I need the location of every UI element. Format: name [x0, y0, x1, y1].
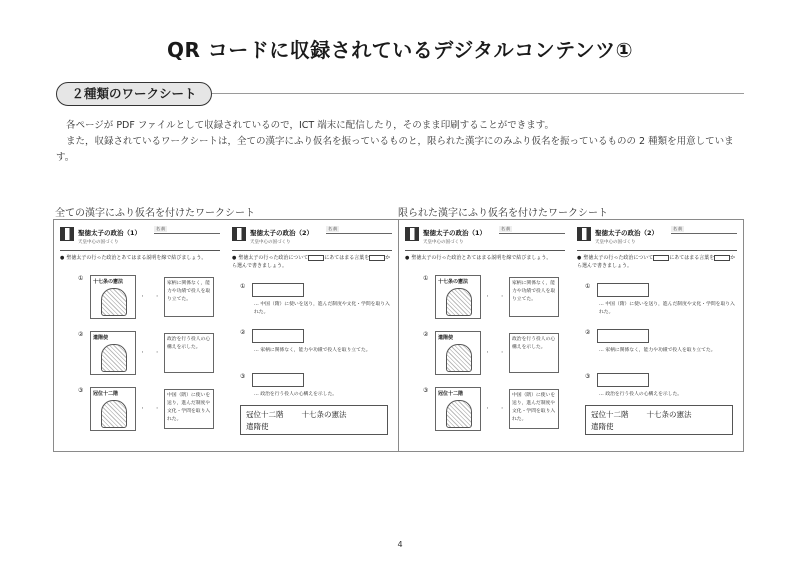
figure-drawing [101, 400, 127, 428]
figure-drawing [101, 288, 127, 316]
qr-code-icon [232, 227, 246, 241]
name-field [671, 226, 737, 234]
match-item [405, 275, 565, 327]
bullet-icon: ● [60, 255, 65, 261]
worksheet-title: 聖徳太子の政治（1） [78, 229, 142, 237]
description-box: 中国（隋）に使いを送り，進んだ制度や文化・学問を取り入れた。 [509, 389, 559, 429]
illustration [90, 331, 136, 375]
match-item [405, 387, 565, 439]
item-number: ② [240, 329, 246, 336]
word-bank [240, 405, 388, 435]
qr-code-icon [405, 227, 419, 241]
worksheet-page-2 [232, 225, 392, 447]
item-number: ② [423, 331, 429, 338]
instruction-text: 聖徳太子の行った政治とあてはまる説明を線で結びましょう。 [66, 255, 207, 261]
section-heading: ２種類のワークシート [56, 82, 212, 106]
match-item [60, 275, 220, 327]
answer-blank-sample [653, 255, 669, 261]
worksheet-title: 聖徳太子の政治（2） [250, 229, 314, 237]
item-number: ② [78, 331, 84, 338]
item-text: … 中国（隋）に使いを送り，進んだ制度や文化・学問を取り入れた。 [254, 302, 390, 315]
item-number: ③ [240, 373, 246, 380]
worksheet-preview-limited-furigana [398, 219, 744, 452]
bullet-icon: ● [232, 255, 237, 261]
instruction-text: にあてはまる言葉を [324, 255, 370, 261]
figure-drawing [446, 344, 472, 372]
instruction-text: 聖徳太子の行った政治とあてはまる説明を線で結びましょう。 [411, 255, 552, 261]
answer-box [252, 283, 304, 297]
qr-code-icon [60, 227, 74, 241]
section-divider [212, 93, 744, 94]
name-tag: 名 前 [328, 226, 338, 231]
worksheet-subtitle: 天皇中心の国づくり [250, 240, 291, 245]
name-tag: 名 前 [673, 226, 683, 231]
item-number: ① [240, 283, 246, 290]
worksheet-header [232, 225, 392, 251]
item-text: … 中国（隋）に使いを送り，進んだ制度や文化・学問を取り入れた。 [599, 302, 735, 315]
instruction [577, 254, 737, 270]
word-bank-item: 冠位十二階 [246, 410, 284, 419]
bullet-icon: ● [405, 255, 410, 261]
item-text: … 政治を行う役人の心構えを示した。 [599, 392, 683, 397]
intro-line: また，収録されているワークシートは，全ての漢字にふり仮名を振っているものと，限られた漢字にのみふり仮名を振っているものの 2 種類を用意しています。 [56, 136, 734, 163]
instruction [60, 254, 220, 262]
picture-label: 遣隋使 [93, 335, 109, 341]
item-number: ③ [585, 373, 591, 380]
intro-text [56, 118, 746, 166]
worksheet-page-1 [405, 225, 565, 447]
match-dots: ・ ・ [140, 406, 164, 412]
worksheet-title: 聖徳太子の政治（2） [595, 229, 659, 237]
word-bank-item: 十七条の憲法 [646, 410, 692, 419]
worksheet-page-2 [577, 225, 737, 447]
intro-line: 各ページが PDF ファイルとして収録されているので，ICT 端末に配信したり，そのまま印刷することができます。 [66, 120, 554, 131]
instruction-text: 聖徳太子の行った政治について [583, 255, 654, 261]
caption-left: 全ての漢字にふり仮名を付けたワークシート [55, 208, 255, 219]
name-tag: 名 前 [156, 226, 166, 231]
bullet-icon: ● [577, 255, 582, 261]
match-dots: ・ ・ [485, 406, 509, 412]
instruction-text: 聖徳太子の行った政治について [238, 255, 309, 261]
illustration [90, 275, 136, 319]
item-text: … 政治を行う役人の心構えを示した。 [254, 392, 338, 397]
page-number: 4 [397, 540, 403, 549]
fill-item [577, 283, 737, 331]
worksheet-preview-full-furigana [53, 219, 399, 452]
item-number: ① [423, 275, 429, 282]
fill-item [577, 329, 737, 377]
fill-item [232, 283, 392, 331]
match-item [60, 387, 220, 439]
item-number: ③ [423, 387, 429, 394]
word-bank-item: 十七条の憲法 [301, 410, 347, 419]
description-box: 政治を行う役人の心構えを示した。 [509, 333, 559, 373]
match-item [405, 331, 565, 383]
match-dots: ・ ・ [140, 350, 164, 356]
answer-blank-sample [714, 255, 730, 261]
illustration [435, 275, 481, 319]
item-number: ① [585, 283, 591, 290]
match-item [60, 331, 220, 383]
instruction [232, 254, 392, 270]
match-dots: ・ ・ [485, 294, 509, 300]
match-dots: ・ ・ [485, 350, 509, 356]
item-number: ③ [78, 387, 84, 394]
instruction-text: にあてはまる言葉を [669, 255, 715, 261]
name-tag: 名 前 [501, 226, 511, 231]
answer-box [252, 329, 304, 343]
word-bank-item: 遣隋使 [246, 422, 269, 431]
worksheet-subtitle: 天皇中心の国づくり [78, 240, 119, 245]
answer-box [597, 329, 649, 343]
answer-box [252, 373, 304, 387]
picture-label: 冠位十二階 [438, 391, 464, 397]
item-number: ② [585, 329, 591, 336]
caption-right: 限られた漢字にふり仮名を付けたワークシート [398, 208, 608, 219]
instruction-text: から選んで書きましょう。 [577, 255, 736, 269]
illustration [435, 387, 481, 431]
description-box: 家柄に関係なく，能力や功績で役人を取り立てた。 [164, 277, 214, 317]
worksheet-title: 聖徳太子の政治（1） [423, 229, 487, 237]
worksheet-page-1 [60, 225, 220, 447]
answer-blank-sample [308, 255, 324, 261]
fill-item [232, 329, 392, 377]
name-field [499, 226, 565, 234]
item-text: … 家柄に関係なく，能力や功績で役人を取り立てた。 [599, 348, 716, 353]
instruction-text: から選んで書きましょう。 [232, 255, 391, 269]
worksheet-header [60, 225, 220, 251]
name-field [326, 226, 392, 234]
qr-code-icon [577, 227, 591, 241]
name-field [154, 226, 220, 234]
answer-box [597, 373, 649, 387]
word-bank-item: 遣隋使 [591, 422, 614, 431]
picture-label: 遣隋使 [438, 335, 454, 341]
answer-box [597, 283, 649, 297]
figure-drawing [101, 344, 127, 372]
word-bank-item: 冠位十二階 [591, 410, 629, 419]
worksheet-header [405, 225, 565, 251]
picture-label: 十七条の憲法 [438, 279, 469, 285]
illustration [435, 331, 481, 375]
page-title: QR コードに収録されているデジタルコンテンツ① [166, 38, 634, 62]
instruction [405, 254, 565, 262]
answer-blank-sample [369, 255, 385, 261]
figure-drawing [446, 288, 472, 316]
illustration [90, 387, 136, 431]
description-box: 政治を行う役人の心構えを示した。 [164, 333, 214, 373]
picture-label: 十七条の憲法 [93, 279, 124, 285]
figure-drawing [446, 400, 472, 428]
picture-label: 冠位十二階 [93, 391, 119, 397]
worksheet-subtitle: 天皇中心の国づくり [423, 240, 464, 245]
word-bank [585, 405, 733, 435]
worksheet-subtitle: 天皇中心の国づくり [595, 240, 636, 245]
match-dots: ・ ・ [140, 294, 164, 300]
item-number: ① [78, 275, 84, 282]
item-text: … 家柄に関係なく，能力や功績で役人を取り立てた。 [254, 348, 371, 353]
description-box: 中国（隋）に使いを送り，進んだ制度や文化・学問を取り入れた。 [164, 389, 214, 429]
worksheet-header [577, 225, 737, 251]
description-box: 家柄に関係なく，能力や功績で役人を取り立てた。 [509, 277, 559, 317]
